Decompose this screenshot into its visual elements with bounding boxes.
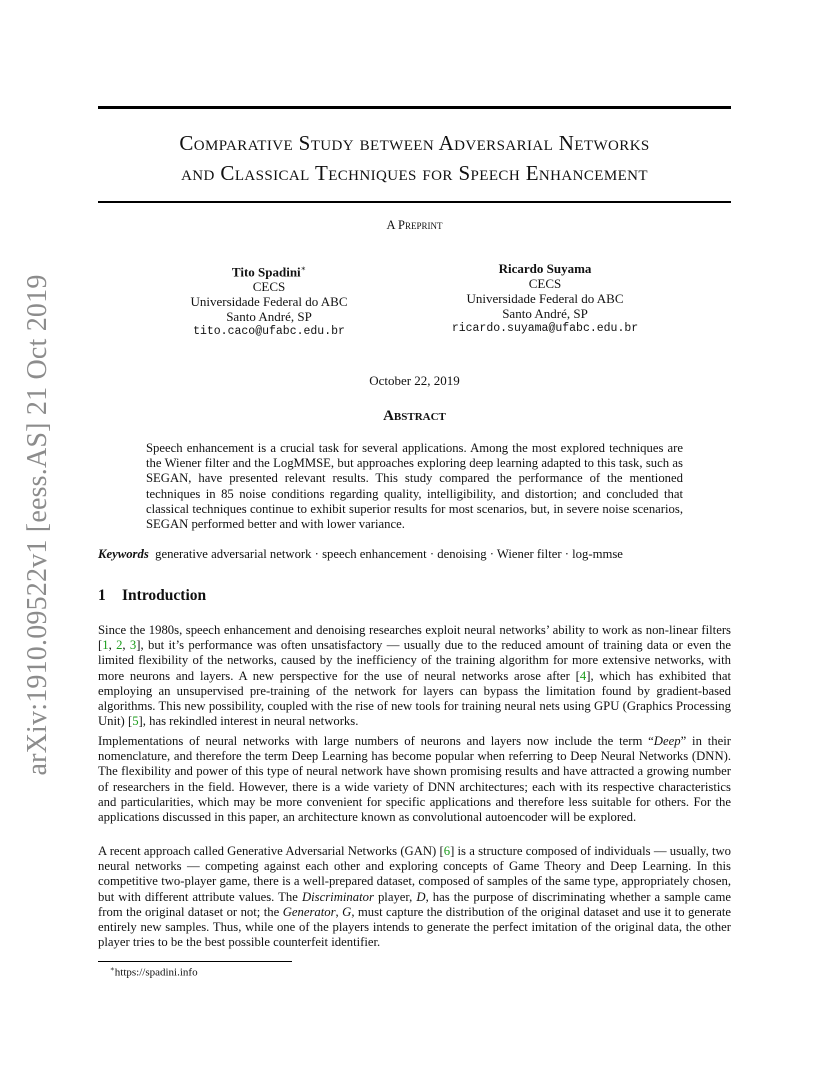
author-email[interactable]: tito.caco@ufabc.edu.br — [193, 325, 345, 339]
arxiv-identifier: arXiv:1910.09522v1 [eess.AS] 21 Oct 2019 — [22, 274, 53, 776]
title-line-1: Comparative Study between Adversarial Networks — [179, 131, 650, 155]
author-dept: CECS — [252, 279, 286, 295]
title-top-rule — [98, 106, 731, 109]
citation-link[interactable]: 2 — [116, 638, 123, 653]
title-line-2: and Classical Techniques for Speech Enhancement — [181, 161, 648, 185]
footnote-mark: ∗ — [300, 264, 307, 273]
citation-link[interactable]: 5 — [132, 714, 139, 729]
preprint-label: A Preprint — [386, 218, 443, 232]
footnote-mark: ∗ — [110, 965, 115, 973]
keywords-label: Keywords — [98, 547, 149, 561]
abstract-heading: Abstract — [383, 408, 446, 424]
paragraph-3: A recent approach called Generative Adversarial Networks (GAN) [6] is a structure composed of individuals — usually, two neural networks — competing against each other and exploring concepts of Game Theory and Deep Learning. In this competitive two-player game, there is a well-prepared dataset, composed of samples of the same type, appropriately chosen, but with different attribute values. The Discriminator player, D, has the purpose of discriminating whether a sample came from the original dataset or not; the Generator, G, must capture the distribution of the original dataset and use it to generate entirely new samples. Thus, while one of the players intends to generate the perfect imitation of the original data, the other player tries to be the best possible counterfeit identifier. — [98, 844, 732, 950]
citation-link[interactable]: 3 — [129, 638, 137, 653]
author-block-2 — [395, 261, 695, 336]
keywords-text: generative adversarial network · speech enhancement · denoising · Wiener filter · log-mmse — [155, 547, 623, 561]
citation-link[interactable]: 6 — [443, 844, 451, 858]
paper-title — [98, 128, 731, 188]
footnote — [110, 965, 198, 979]
paragraph-1: Since the 1980s, speech enhancement and denoising researches exploit neural networks’ ability to work as non-linear filters [1, 2, 3], but it’s performance was often unsatisfactory — usually due to the reduced amount of training data or even the limited flexibility of the networks, caused by the inefficiency of the training algorithm for more extensive networks, with more neurons and layers. A new perspective for the use of neural networks arose after [4], which has exhibited that employing an unsupervised pre-training of the network for layers can bypass the limitation found by gradient-based algorithms. This new possibility, coupled with the rise of new tools for training neural nets using GPU (Graphics Processing Unit) [5], has rekindled interest in neural networks. — [98, 623, 732, 729]
author-location: Santo André, SP — [502, 306, 588, 321]
section-number: 1 — [98, 587, 106, 604]
section-title: Introduction — [122, 587, 207, 604]
citation-link[interactable]: 4 — [579, 668, 587, 683]
author-institution: Universidade Federal do ABC — [466, 291, 624, 306]
abstract-text: Speech enhancement is a crucial task for several applications. Among the most explored techniques are the Wiener filter and the LogMMSE, but approaches exploring deep learning adapted to this task, such as SEGAN, have presented relevant results. This study compared the performance of the mentioned techniques in 85 noise conditions regarding quality, intelligibility, and distortion; and concluded that classical techniques continue to exhibit superior results for most scenarios, but, in severe noise scenarios, SEGAN performed better and with lower variance. — [146, 441, 683, 532]
paragraph-2: Implementations of neural networks with large numbers of neurons and layers now include the term “Deep” in their nomenclature, and therefore the term Deep Learning has become popular when referring to Deep Neural Networks (DNN). The flexibility and power of this type of neural network have shown promising results and have attracted a growing number of researchers in the field. However, there is a wide variety of DNN architectures; each with its respective characteristics and particularities, which may be more convenient for specific applications and therefore less suitable for others. For the applications discussed in this paper, an architecture known as convolutional autoencoder will be explored. — [98, 734, 731, 825]
author-institution: Universidade Federal do ABC — [190, 294, 348, 310]
author-name: Tito Spadini — [231, 264, 301, 280]
citation-link[interactable]: 1 — [102, 638, 109, 653]
paper-date: October 22, 2019 — [369, 373, 460, 388]
author-email[interactable]: ricardo.suyama@ufabc.edu.br — [451, 322, 639, 335]
author-location: Santo André, SP — [226, 309, 312, 325]
footnote-rule — [98, 961, 292, 962]
section-heading — [98, 587, 206, 605]
title-bottom-rule — [98, 201, 731, 203]
author-name: Ricardo Suyama — [498, 261, 592, 276]
author-dept: CECS — [528, 276, 562, 291]
footnote-url[interactable]: https://spadini.info — [114, 966, 198, 979]
author-block-1 — [119, 261, 419, 339]
keywords-line — [98, 547, 731, 562]
